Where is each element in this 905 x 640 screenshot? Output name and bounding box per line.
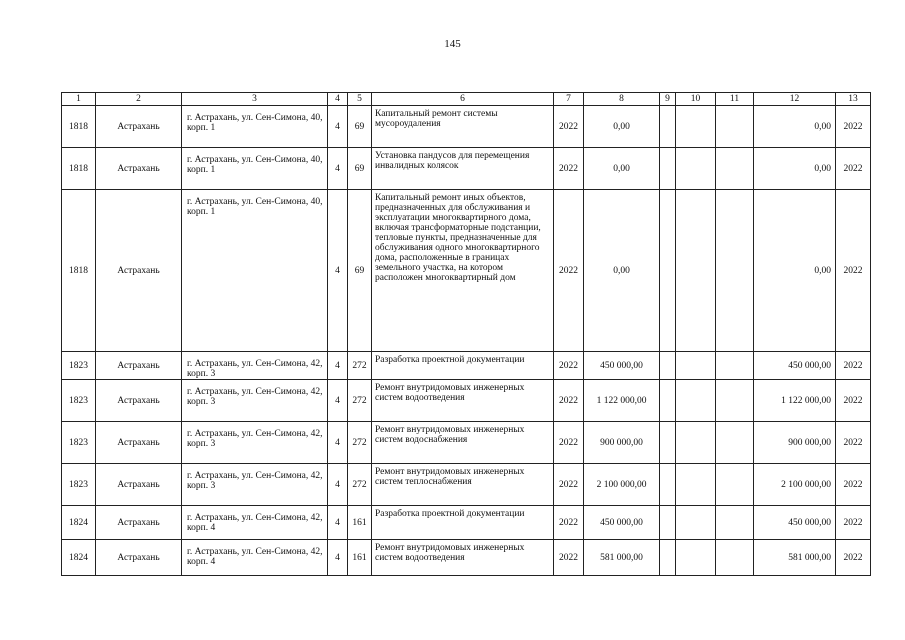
cell-col11 [716, 422, 754, 464]
cell-city: Астрахань [96, 148, 182, 190]
cell-col4: 4 [328, 380, 348, 422]
cell-col9 [660, 190, 676, 352]
column-header: 5 [348, 93, 372, 106]
column-header: 2 [96, 93, 182, 106]
cell-total: 581 000,00 [754, 540, 836, 576]
capital-repair-table [61, 92, 871, 576]
cell-amount: 0,00 [584, 106, 660, 148]
cell-col10 [676, 464, 716, 506]
cell-work-type: Капитальный ремонт системы мусороудаления [372, 106, 554, 148]
cell-address: г. Астрахань, ул. Сен-Симона, 40, корп. 1 [182, 106, 328, 148]
cell-city: Астрахань [96, 106, 182, 148]
cell-city: Астрахань [96, 380, 182, 422]
cell-work-type: Разработка проектной документации [372, 352, 554, 380]
cell-col5: 69 [348, 190, 372, 352]
cell-amount: 2 100 000,00 [584, 464, 660, 506]
cell-col5: 272 [348, 380, 372, 422]
column-header: 7 [554, 93, 584, 106]
column-header: 11 [716, 93, 754, 106]
cell-col4: 4 [328, 106, 348, 148]
cell-col10 [676, 380, 716, 422]
cell-col5: 272 [348, 352, 372, 380]
cell-end-year: 2022 [836, 506, 871, 540]
table-row [62, 190, 871, 352]
cell-year: 2022 [554, 506, 584, 540]
cell-address: г. Астрахань, ул. Сен-Симона, 42, корп. 3 [182, 380, 328, 422]
cell-col10 [676, 422, 716, 464]
cell-col10 [676, 506, 716, 540]
cell-total: 450 000,00 [754, 506, 836, 540]
cell-work-type: Ремонт внутридомовых инженерных систем водоснабжения [372, 422, 554, 464]
cell-year: 2022 [554, 190, 584, 352]
column-header: 10 [676, 93, 716, 106]
cell-number: 1824 [62, 540, 96, 576]
cell-city: Астрахань [96, 352, 182, 380]
cell-col9 [660, 540, 676, 576]
table-row [62, 380, 871, 422]
page-number: 145 [444, 38, 461, 50]
cell-year: 2022 [554, 106, 584, 148]
cell-total: 1 122 000,00 [754, 380, 836, 422]
cell-col9 [660, 148, 676, 190]
cell-amount: 450 000,00 [584, 506, 660, 540]
cell-address: г. Астрахань, ул. Сен-Симона, 42, корп. 3 [182, 422, 328, 464]
cell-end-year: 2022 [836, 106, 871, 148]
table-row [62, 464, 871, 506]
cell-number: 1818 [62, 190, 96, 352]
cell-city: Астрахань [96, 506, 182, 540]
cell-work-type: Разработка проектной документации [372, 506, 554, 540]
table-row [62, 506, 871, 540]
cell-number: 1824 [62, 506, 96, 540]
column-header: 9 [660, 93, 676, 106]
table-row [62, 540, 871, 576]
cell-year: 2022 [554, 540, 584, 576]
cell-address: г. Астрахань, ул. Сен-Симона, 42, корп. 4 [182, 506, 328, 540]
table-row [62, 422, 871, 464]
column-header: 12 [754, 93, 836, 106]
cell-address: г. Астрахань, ул. Сен-Симона, 40, корп. 1 [182, 148, 328, 190]
cell-col5: 272 [348, 464, 372, 506]
column-header: 13 [836, 93, 871, 106]
cell-col11 [716, 106, 754, 148]
column-header: 8 [584, 93, 660, 106]
cell-work-type: Ремонт внутридомовых инженерных систем водоотведения [372, 380, 554, 422]
cell-col9 [660, 106, 676, 148]
table-row [62, 352, 871, 380]
cell-end-year: 2022 [836, 464, 871, 506]
cell-city: Астрахань [96, 464, 182, 506]
header-row [62, 93, 871, 106]
cell-end-year: 2022 [836, 540, 871, 576]
cell-col5: 69 [348, 148, 372, 190]
cell-col9 [660, 464, 676, 506]
column-header: 6 [372, 93, 554, 106]
cell-col4: 4 [328, 464, 348, 506]
cell-address: г. Астрахань, ул. Сен-Симона, 40, корп. 1 [182, 190, 328, 352]
cell-col11 [716, 506, 754, 540]
cell-col9 [660, 352, 676, 380]
cell-work-type: Капитальный ремонт иных объектов, предназначенных для обслуживания и эксплуатации многоквартирного дома, включая трансформаторные подстанции, тепловые пункты, предназначенные для обслуживания одного многоквартирного дома, расположенные в границах земельного участка, на котором расположен многоквартирный дом [372, 190, 554, 352]
cell-col5: 161 [348, 540, 372, 576]
cell-end-year: 2022 [836, 380, 871, 422]
cell-amount: 1 122 000,00 [584, 380, 660, 422]
cell-col9 [660, 506, 676, 540]
cell-amount: 581 000,00 [584, 540, 660, 576]
cell-col11 [716, 352, 754, 380]
cell-col10 [676, 540, 716, 576]
cell-col11 [716, 540, 754, 576]
cell-col5: 161 [348, 506, 372, 540]
cell-total: 450 000,00 [754, 352, 836, 380]
column-header: 4 [328, 93, 348, 106]
cell-year: 2022 [554, 148, 584, 190]
cell-number: 1823 [62, 464, 96, 506]
cell-col4: 4 [328, 540, 348, 576]
cell-work-type: Установка пандусов для перемещения инвалидных колясок [372, 148, 554, 190]
cell-number: 1823 [62, 380, 96, 422]
cell-city: Астрахань [96, 540, 182, 576]
cell-end-year: 2022 [836, 190, 871, 352]
table-row [62, 148, 871, 190]
cell-total: 900 000,00 [754, 422, 836, 464]
cell-col11 [716, 464, 754, 506]
cell-year: 2022 [554, 352, 584, 380]
cell-col10 [676, 106, 716, 148]
cell-address: г. Астрахань, ул. Сен-Симона, 42, корп. 3 [182, 352, 328, 380]
cell-col11 [716, 190, 754, 352]
cell-col9 [660, 380, 676, 422]
cell-total: 0,00 [754, 106, 836, 148]
cell-col4: 4 [328, 190, 348, 352]
cell-col10 [676, 190, 716, 352]
cell-end-year: 2022 [836, 352, 871, 380]
cell-year: 2022 [554, 422, 584, 464]
cell-amount: 0,00 [584, 148, 660, 190]
cell-number: 1818 [62, 148, 96, 190]
cell-year: 2022 [554, 380, 584, 422]
cell-col9 [660, 422, 676, 464]
cell-city: Астрахань [96, 190, 182, 352]
cell-year: 2022 [554, 464, 584, 506]
cell-col4: 4 [328, 352, 348, 380]
cell-amount: 450 000,00 [584, 352, 660, 380]
cell-amount: 0,00 [584, 190, 660, 352]
cell-number: 1823 [62, 352, 96, 380]
cell-number: 1818 [62, 106, 96, 148]
cell-total: 0,00 [754, 190, 836, 352]
cell-col5: 272 [348, 422, 372, 464]
cell-work-type: Ремонт внутридомовых инженерных систем теплоснабжения [372, 464, 554, 506]
cell-end-year: 2022 [836, 148, 871, 190]
cell-col4: 4 [328, 148, 348, 190]
cell-address: г. Астрахань, ул. Сен-Симона, 42, корп. 3 [182, 464, 328, 506]
table-row [62, 106, 871, 148]
column-header: 1 [62, 93, 96, 106]
cell-col11 [716, 148, 754, 190]
cell-city: Астрахань [96, 422, 182, 464]
cell-number: 1823 [62, 422, 96, 464]
cell-col10 [676, 148, 716, 190]
cell-total: 0,00 [754, 148, 836, 190]
cell-col5: 69 [348, 106, 372, 148]
cell-address: г. Астрахань, ул. Сен-Симона, 42, корп. 4 [182, 540, 328, 576]
cell-work-type: Ремонт внутридомовых инженерных систем водоотведения [372, 540, 554, 576]
cell-col4: 4 [328, 422, 348, 464]
cell-total: 2 100 000,00 [754, 464, 836, 506]
column-header: 3 [182, 93, 328, 106]
cell-col11 [716, 380, 754, 422]
cell-end-year: 2022 [836, 422, 871, 464]
cell-col10 [676, 352, 716, 380]
cell-amount: 900 000,00 [584, 422, 660, 464]
cell-col4: 4 [328, 506, 348, 540]
